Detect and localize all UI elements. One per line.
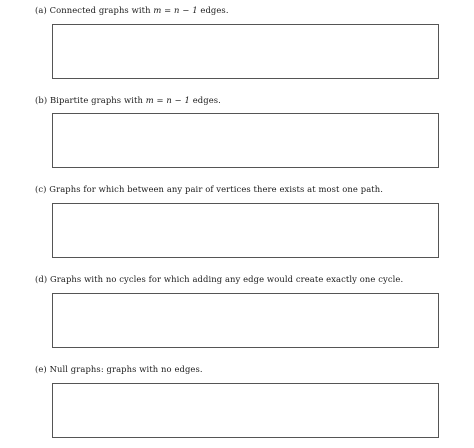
question-label xyxy=(35,274,403,285)
question-label xyxy=(35,95,221,106)
question-label xyxy=(35,184,383,195)
answer-box-d[interactable] xyxy=(52,293,439,348)
question-text-end: edges. xyxy=(197,5,229,15)
question-text: Graphs with no cycles for which adding any edge would create exactly one cycle. xyxy=(49,274,404,284)
answer-box-e[interactable] xyxy=(52,383,439,438)
question-math: m = n − 1 xyxy=(145,95,190,105)
question-marker: (d) xyxy=(35,274,48,284)
question-label xyxy=(35,364,203,375)
question-label xyxy=(35,5,229,16)
question-text: Null graphs: graphs with no edges. xyxy=(49,364,203,374)
question-text: Connected graphs with xyxy=(49,5,154,15)
question-text: Graphs for which between any pair of vertices there exists at most one path. xyxy=(49,184,384,194)
question-marker: (c) xyxy=(35,184,47,194)
answer-box-c[interactable] xyxy=(52,203,439,258)
question-marker: (e) xyxy=(35,364,47,374)
question-marker: (b) xyxy=(35,95,48,105)
question-math: m = n − 1 xyxy=(153,5,198,15)
question-text: Bipartite graphs with xyxy=(49,95,146,105)
answer-box-b[interactable] xyxy=(52,113,439,168)
question-text-end: edges. xyxy=(189,95,221,105)
question-marker: (a) xyxy=(35,5,47,15)
answer-box-a[interactable] xyxy=(52,24,439,79)
